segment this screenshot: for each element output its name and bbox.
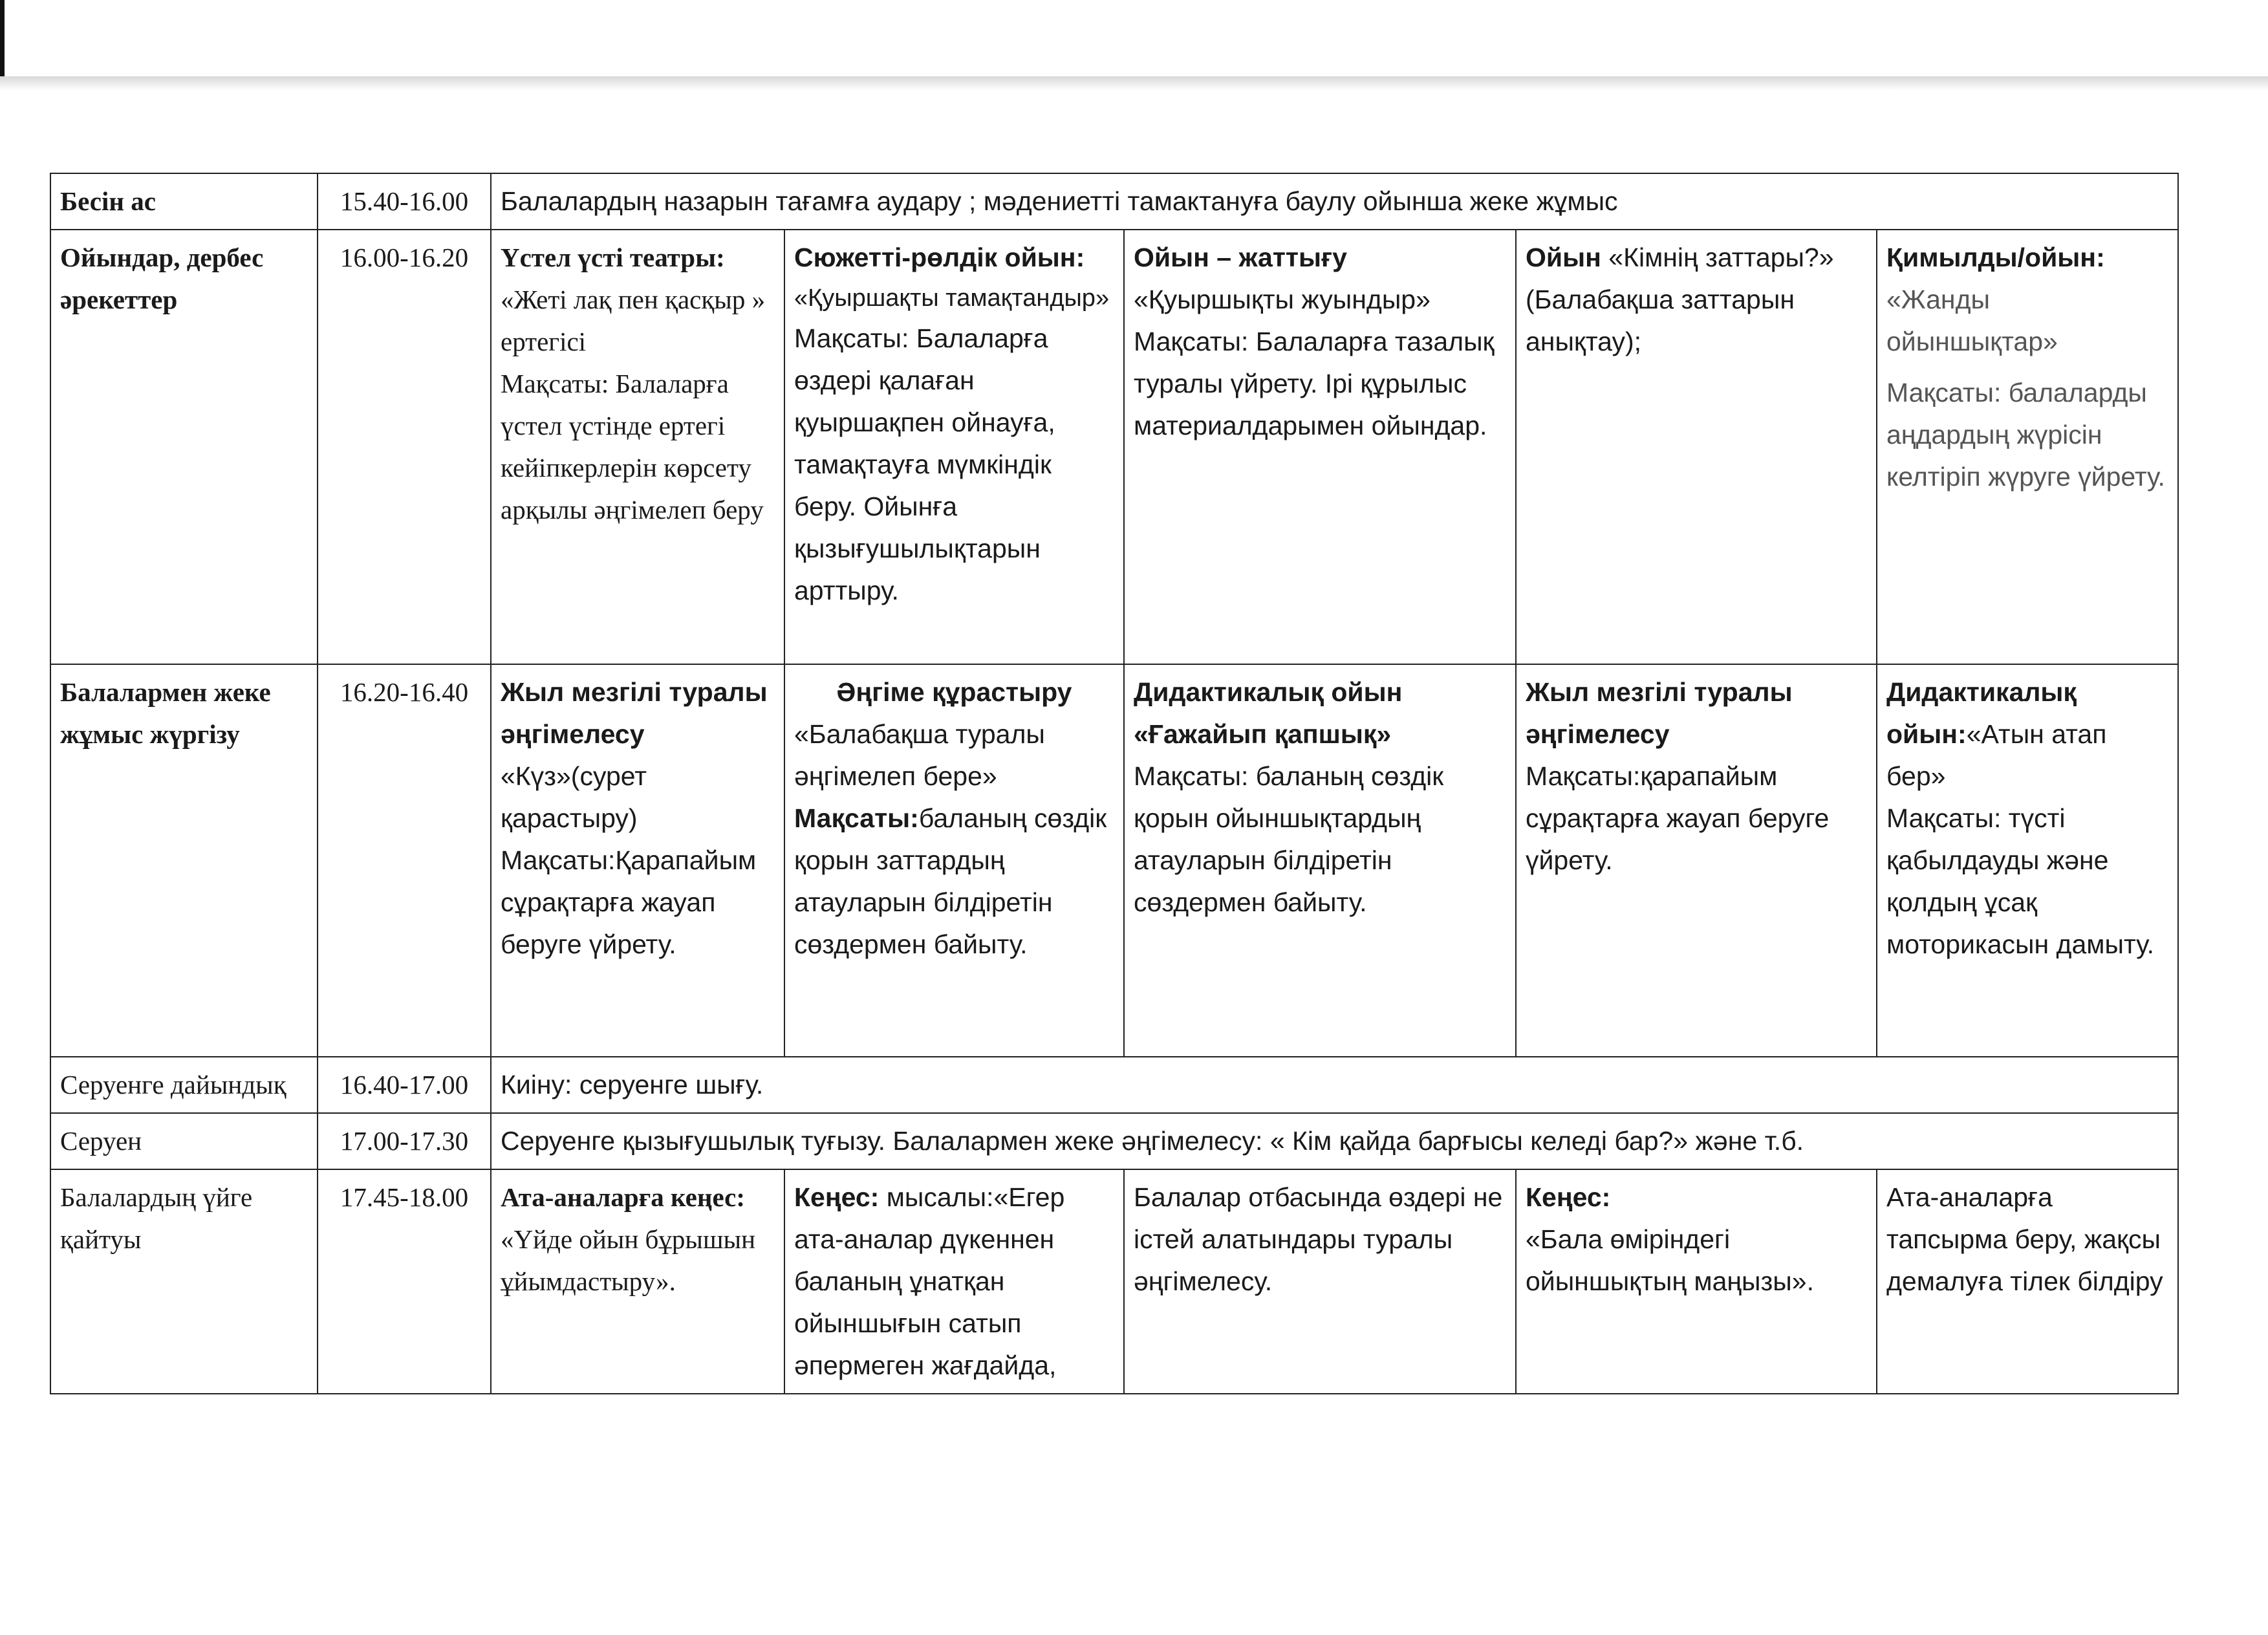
row-jeke-jumys [50,664,2178,1057]
activity-title: Ойын – жаттығу [1134,243,1347,272]
activity-cell [491,230,784,664]
activity-goal: Мақсаты:Қарапайым сұрақтарға жауап беруге үйрету. [501,845,757,959]
activity-goal: баланың сөздік қорын заттардың атауларын білдіретін сөздермен байыту. [794,803,1107,959]
activity-title: Кеңес: [794,1182,880,1212]
activity-title: Әңгіме құрастыру [836,677,1072,707]
activity-cell [1124,1169,1516,1394]
activity-title: Жыл мезгілі туралы әңгімелесу [1526,677,1793,749]
activity-text: «Қуыршықты жуындыр» [1134,285,1431,314]
activity-text: Балалар отбасында өздері не істей алатындары туралы әңгімелесу. [1134,1182,1503,1296]
activity-title: Кеңес: [1526,1182,1611,1212]
activity-title: Дидактикалық ойын: [1886,677,2077,749]
scan-shadow [0,76,2268,91]
activity-title: Жыл мезгілі туралы әңгімелесу [501,677,768,749]
activity-cell [1124,664,1516,1057]
row-besin-as [50,173,2178,230]
activity-cell [784,1169,1124,1394]
row-content: Киіну: серуенге шығу. [491,1057,2178,1113]
activity-title: Сюжетті-рөлдік ойын: [794,243,1085,272]
scan-edge-mark [0,0,5,76]
activity-title: Ойын [1526,243,1601,272]
activity-text: Ата-аналарға тапсырма беру, жақсы демалуға тілек білдіру [1886,1182,2163,1296]
row-label: Балалармен жеке жұмыс жүргізу [50,664,318,1057]
activity-text: «Атын атап бер» [1886,719,2107,791]
row-content: Балалардың назарын тағамға аудару ; мәдениетті тамактануға баулу ойынша жеке жұмыс [491,173,2178,230]
activity-goal: Мақсаты: Балаларға үстел үстінде ертегі кейіпкерлерін көрсету арқылы әңгімелеп беру [501,369,764,525]
row-seruenge-daiyndyk [50,1057,2178,1113]
activity-title: Дидактикалық ойын «Ғажайып қапшық» [1134,677,1403,749]
row-time: 15.40-16.00 [318,173,491,230]
activity-text: «Балабақша туралы әңгімелеп бере» [794,719,1045,791]
row-label: Бесін ас [50,173,318,230]
activity-cell [1516,230,1877,664]
activity-cell [491,1169,784,1394]
activity-text: «Жанды ойыншықтар» [1886,285,2058,356]
activity-text: мысалы:«Егер ата-аналар дүкеннен баланың ұнатқан ойыншығын сатып әпермеген жағдайда, [794,1182,1065,1380]
row-label: Балалардың үйге қайтуы [50,1169,318,1394]
row-label: Серуенге дайындық [50,1057,318,1113]
activity-goal: Мақсаты: Балаларға өздері қалаған қуыршақпен ойнауға, тамақтауға мүмкіндік беру. Ойынға қызығушылықтарын арттыру. [794,323,1055,605]
activity-title: Ата-аналарға кеңес: [501,1182,745,1212]
activity-cell [1877,230,2178,664]
row-oiyndar [50,230,2178,664]
activity-text: «Жеті лақ пен қасқыр » ертегісі [501,285,766,356]
row-time: 16.20-16.40 [318,664,491,1057]
activity-goal: Мақсаты: балаларды аңдардың жүрісін келтіріп жүруге үйрету. [1886,378,2165,492]
row-time: 16.00-16.20 [318,230,491,664]
activity-cell [1516,1169,1877,1394]
goal-label: Мақсаты: [794,803,919,833]
activity-title: Үстел үсті театры: [501,243,725,272]
activity-cell [1877,664,2178,1057]
activity-text: «Күз»(сурет қарастыру) [501,761,647,833]
daily-plan-table [50,173,2179,1394]
activity-cell [491,664,784,1057]
activity-cell [1124,230,1516,664]
row-time: 16.40-17.00 [318,1057,491,1113]
activity-cell [1877,1169,2178,1394]
activity-goal: Мақсаты: Балаларға тазалық туралы үйрету. Ірі құрылыс материалдарымен ойындар. [1134,327,1495,440]
activity-cell [784,664,1124,1057]
row-time: 17.45-18.00 [318,1169,491,1394]
activity-text: «Кімнің заттары?» (Балабақша заттарын анықтау); [1526,243,1834,356]
row-time: 17.00-17.30 [318,1113,491,1169]
activity-title: Қимылды/ойын: [1886,243,2105,272]
row-content: Серуенге қызығушылық туғызу. Балалармен жеке әңгімелесу: « Кім қайда барғысы келеді бар?» және т.б. [491,1113,2178,1169]
activity-text: «Бала өміріндегі ойыншықтың маңызы». [1526,1224,1814,1296]
activity-goal: Мақсаты:қарапайым сұрақтарға жауап беруге үйрету. [1526,761,1830,875]
row-label: Серуен [50,1113,318,1169]
row-uige-kaituy [50,1169,2178,1394]
row-label: Ойындар, дербес әрекеттер [50,230,318,664]
activity-goal: Мақсаты: баланың сөздік қорын ойыншықтардың атауларын білдіретін сөздермен байыту. [1134,761,1444,917]
row-seruen [50,1113,2178,1169]
activity-cell [784,230,1124,664]
activity-text: «Үйде ойын бұрышын ұйымдастыру». [501,1224,756,1296]
activity-cell [1516,664,1877,1057]
activity-text: «Қуыршақты тамақтандыр» [794,285,1110,312]
activity-goal: Мақсаты: түсті қабылдауды және қолдың ұсақ моторикасын дамыту. [1886,803,2154,959]
